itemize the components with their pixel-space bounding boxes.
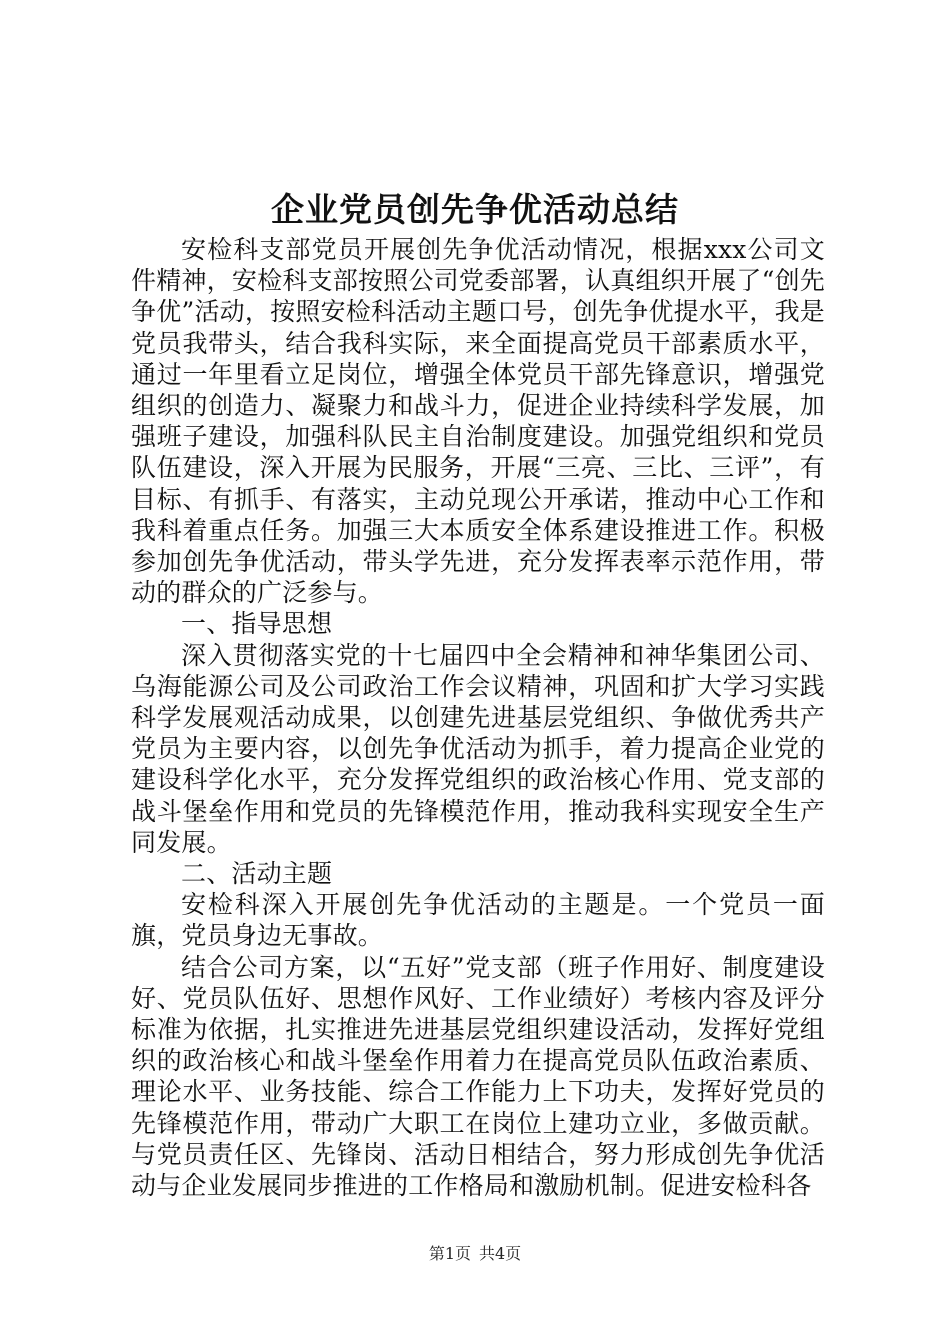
page-footer	[0, 1244, 950, 1264]
section-heading-guiding-thought: 一、指导思想	[181, 609, 333, 639]
page-total: 共4页	[479, 1244, 522, 1263]
guiding-thought-paragraph: 深入贯彻落实党的十七届四中全会精神和神华集团公司、乌海能源公司及公司政治工作会议精神，巩固和扩大学习实践科学发展观活动成果，以创建先进基层党组织、争做优秀共产党员为主要内容，以创先争优活动为抓手，着力提高企业党的建设科学化水平，充分发挥党组织的政治核心作用、党支部的战斗堡垒作用和党员的先锋模范作用，推动我科实现安全生产同发展。	[131, 640, 825, 857]
section-heading-activity-theme: 二、活动主题	[181, 859, 333, 889]
intro-paragraph: 安检科支部党员开展创先争优活动情况，根据xxx公司文件精神，安检科支部按照公司党委部署，认真组织开展了“创先争优”活动，按照安检科活动主题口号，创先争优提水平，我是党员我带头，结合我科实际，来全面提高党员干部素质水平，通过一年里看立足岗位，增强全体党员干部先锋意识，增强党组织的创造力、凝聚力和战斗力，促进企业持续科学发展，加强班子建设，加强科队民主自治制度建设。加强党组织和党员队伍建设，深入开展为民服务，开展“三亮、三比、三评”，有目标、有抓手、有落实，主动兑现公开承诺，推动中心工作和我科着重点任务。加强三大本质安全体系建设推进工作。积极参加创先争优活动，带头学先进，充分发挥表率示范作用，带动的群众的广泛参与。	[131, 235, 825, 608]
document-title: 企业党员创先争优活动总结	[271, 190, 679, 229]
plan-paragraph: 结合公司方案，以“五好”党支部（班子作用好、制度建设好、党员队伍好、思想作风好、工作业绩好）考核内容及评分标准为依据，扎实推进先进基层党组织建设活动，发挥好党组织的政治核心和战斗堡垒作用着力在提高党员队伍政治素质、理论水平、业务技能、综合工作能力上下功夫，发挥好党员的先锋模范作用，带动广大职工在岗位上建功立业，多做贡献。与党员责任区、先锋岗、活动日相结合，努力形成创先争优活动与企业发展同步推进的工作格局和激励机制。促进安检科各	[131, 952, 825, 1201]
page-number: 第1页	[428, 1244, 471, 1263]
activity-theme-paragraph: 安检科深入开展创先争优活动的主题是。一个党员一面旗，党员身边无事故。	[131, 890, 825, 951]
document-body	[131, 234, 825, 1201]
